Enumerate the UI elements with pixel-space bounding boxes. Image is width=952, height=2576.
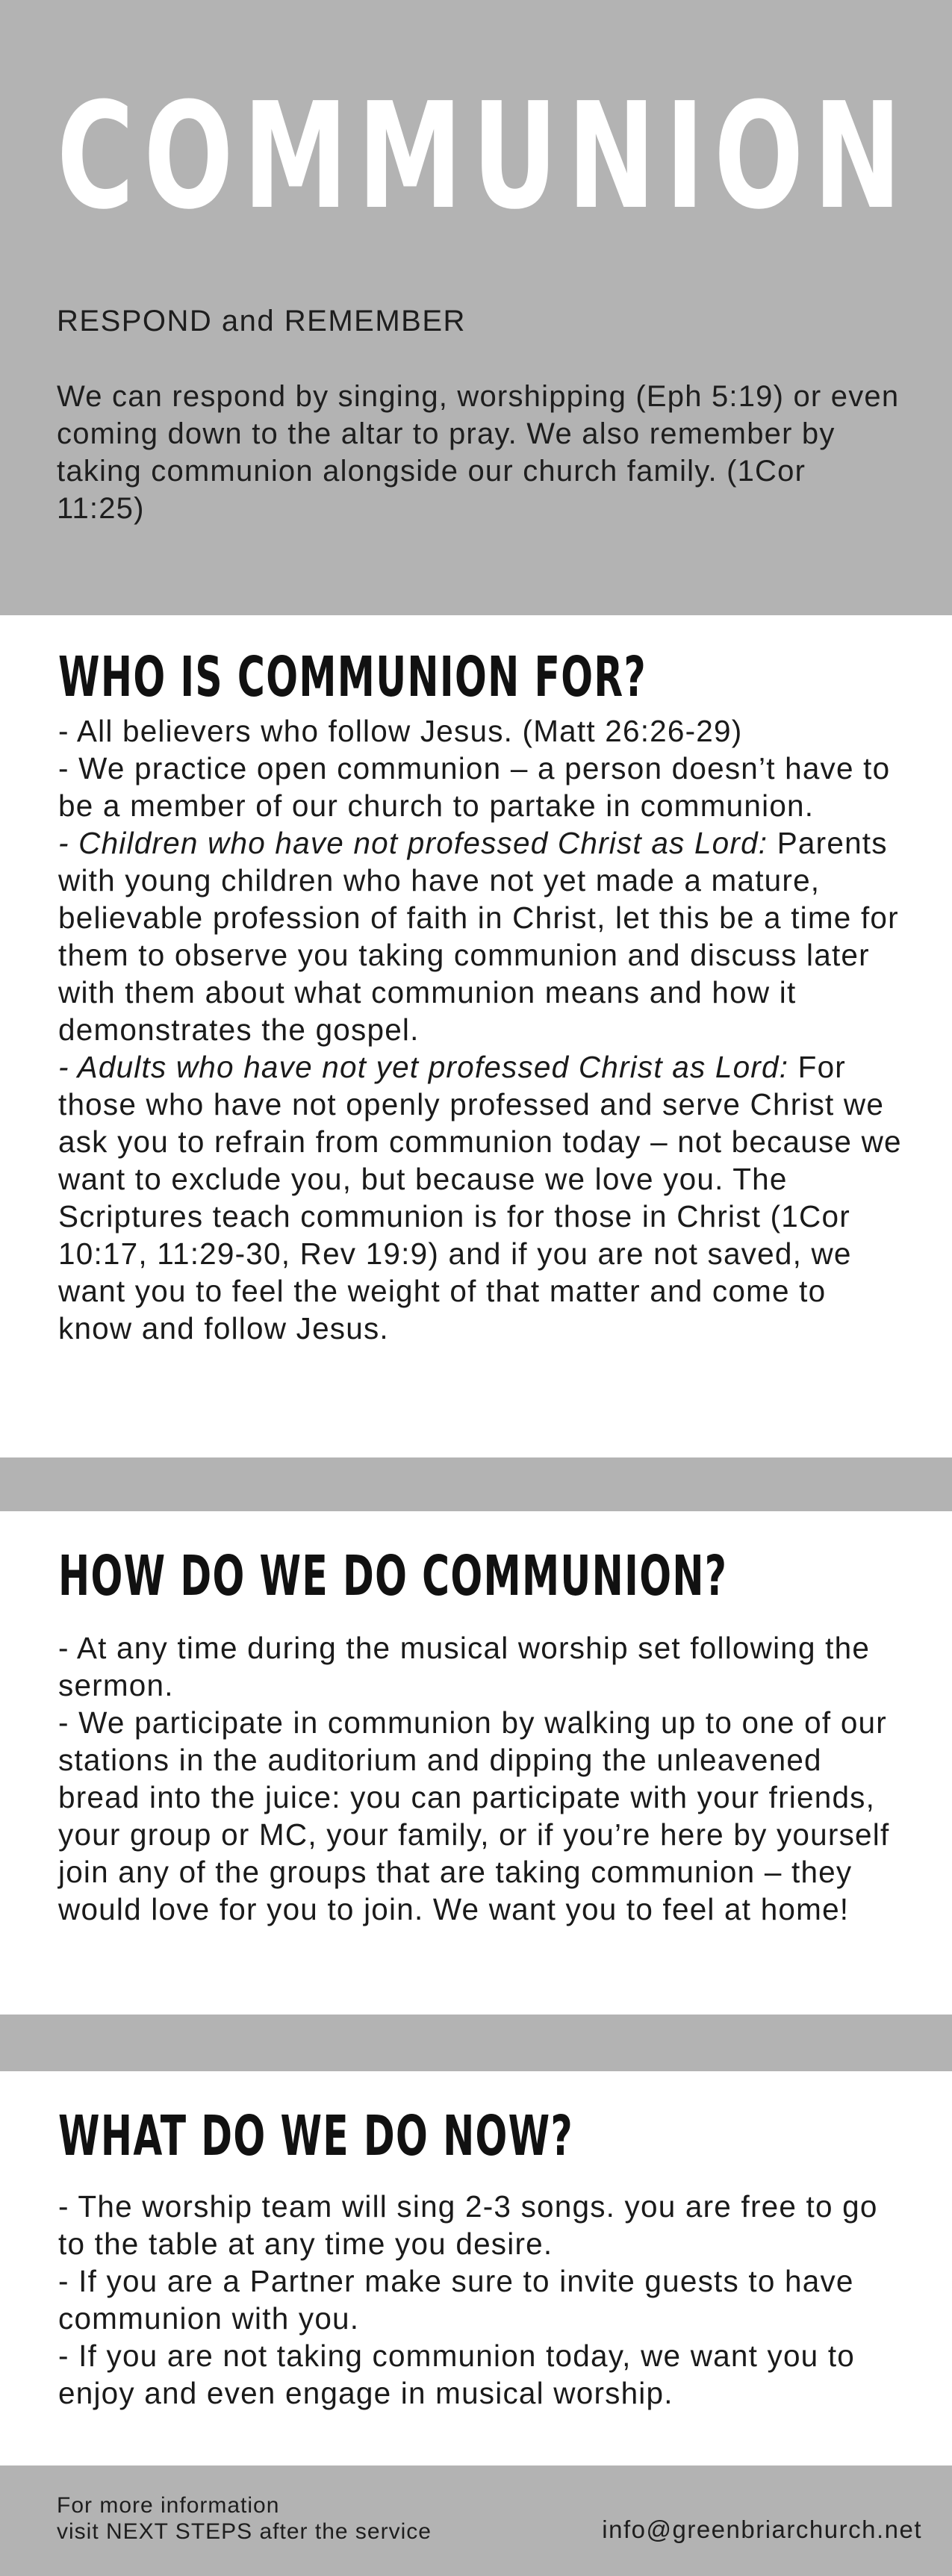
now-title: WHAT DO WE DO NOW?	[58, 2104, 574, 2168]
now-body	[58, 2188, 909, 2412]
now-section	[0, 2071, 952, 2465]
who-paragraph-1: - All believers who follow Jesus. (Matt 26:26-29)	[58, 714, 743, 748]
hero-subtitle: RESPOND and REMEMBER	[57, 305, 466, 337]
who-title: WHO IS COMMUNION FOR?	[58, 645, 647, 709]
hero-body: We can respond by singing, worshipping (Eph 5:19) or even coming down to the altar to pray. We also remember by taking communion alongside our church family. (1Cor 11:25)	[57, 380, 900, 525]
how-body	[58, 1629, 909, 1928]
who-adults-text: For those who have not openly professed and serve Christ we ask you to refrain from communion today – not because we want to exclude you, but because we love you. The Scriptures teach communion is for those in Christ (1Cor 10:17, 11:29-30, Rev 19:9) and if you are not saved, we want you to feel the weight of that matter and come to know and follow Jesus.	[58, 1050, 902, 1345]
now-paragraph-2: - If you are a Partner make sure to invite guests to have communion with you.	[58, 2264, 854, 2336]
how-title: HOW DO WE DO COMMUNION?	[58, 1544, 728, 1608]
page-title: COMMUNION	[57, 72, 912, 242]
how-section	[0, 1511, 952, 2015]
footer-email: info@greenbriarchurch.net	[602, 2516, 922, 2543]
footer-line-1: For more information	[57, 2493, 280, 2518]
who-paragraph-3	[58, 824, 909, 1048]
who-children-label: - Children who have not professed Christ as Lord:	[58, 826, 768, 860]
how-paragraph-1: - At any time during the musical worship set following the sermon.	[58, 1631, 871, 1702]
footer-line-2: visit NEXT STEPS after the service	[57, 2519, 432, 2544]
how-paragraph-2: - We participate in communion by walking up to one of our stations in the auditorium and dipping the unleavened bread into the juice: you can participate with your friends, your group or MC, your family, or if you’re here by yourself join any of the groups that are taking communion – they would love for you to join. We want you to feel at home!	[58, 1705, 890, 1926]
hero-section	[0, 0, 952, 615]
footer-info	[57, 2492, 432, 2545]
who-adults-label: - Adults who have not yet professed Christ as Lord:	[58, 1050, 789, 1084]
now-paragraph-3: - If you are not taking communion today, we want you to enjoy and even engage in musical worship.	[58, 2339, 856, 2410]
who-paragraph-2: - We practice open communion – a person doesn’t have to be a member of our church to partake in communion.	[58, 751, 891, 823]
who-paragraph-4	[58, 1048, 909, 1347]
who-section	[0, 615, 952, 1457]
who-body	[58, 712, 909, 1347]
who-children-text: Parents with young children who have not yet made a mature, believable profession of faith in Christ, let this be a time for them to observe you taking communion and discuss later with them about what communion means and how it demonstrates the gospel.	[58, 826, 899, 1047]
now-paragraph-1: - The worship team will sing 2-3 songs. you are free to go to the table at any time you desire.	[58, 2189, 878, 2261]
